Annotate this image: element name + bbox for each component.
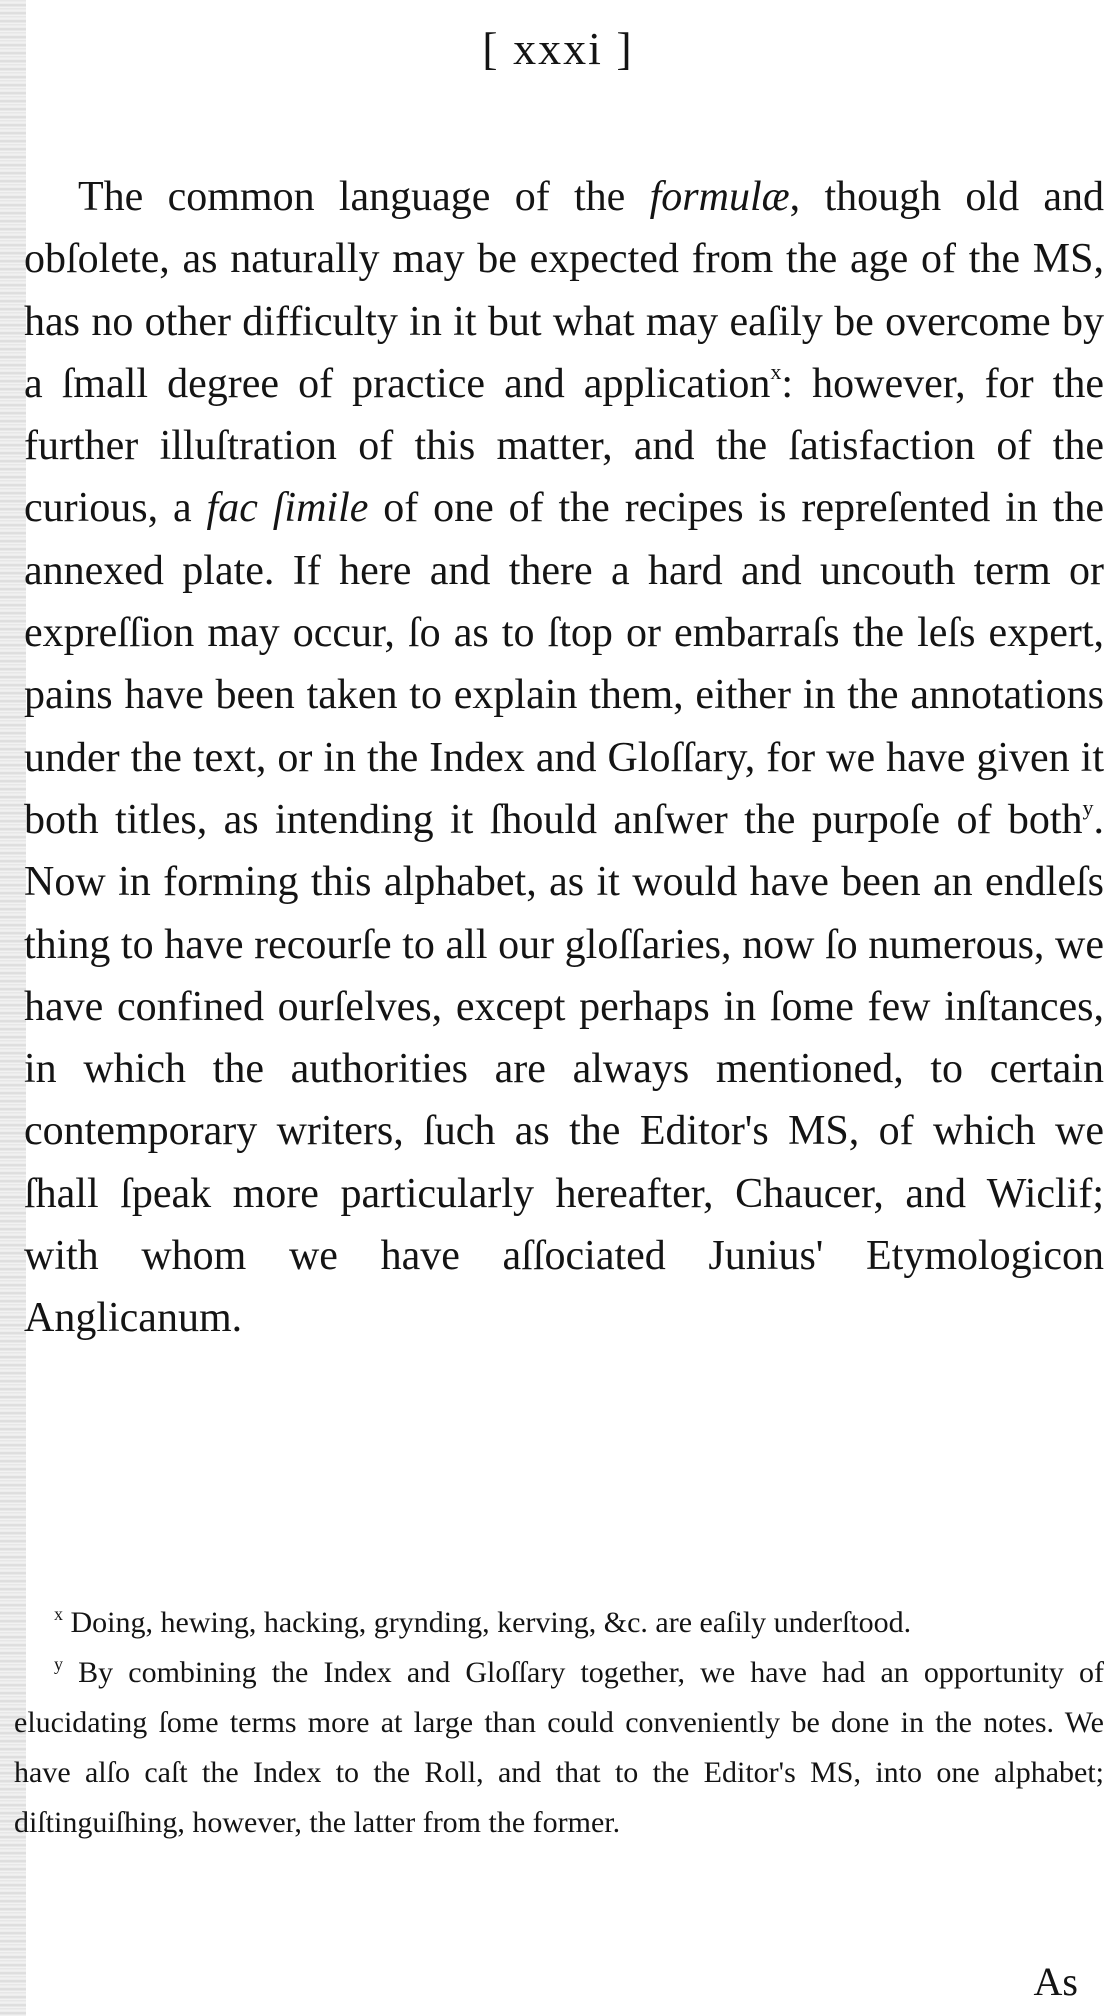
body-italic-term: fac ſimile [206, 485, 369, 532]
footnote [14, 1598, 1104, 1648]
footnote-text: By combining the Index and Gloſſary together, we have had an opportunity of elucidating ſome terms more at large than could conveniently be done in the notes. We have alſo caſt the Index to the Roll, and that to the Editor's MS, into one alphabet; diſtinguiſhing, however, the latter from the former. [14, 1656, 1104, 1839]
page-header [0, 22, 1116, 75]
footnote-ref-x[interactable]: x [770, 358, 782, 384]
catchword: As [1033, 1959, 1078, 2004]
body-italic-term: formulæ [649, 174, 790, 220]
body-text-run: of one of the recipes is repreſented in the annexed plate. If here and there a hard and uncouth term or expreſſion may occur, ſo as to ſtop or embarraſs the leſs expert, pains have been taken to explain them, either in the annotations under the text, or in the Index and Gloſſary, for we have given it both titles, as intending it ſhould anſwer the purpoſe of both [24, 485, 1104, 843]
footnote-mark: y [54, 1654, 63, 1674]
body-text-run: : however, for the further illuſtration of this matter, and the ſatisfaction of the curious, a [24, 360, 1104, 532]
body-text-run: . Now in forming this alphabet, as it would have been an endleſs thing to have recourſe to all our gloſſaries, now ſo numerous, we have confined ourſelves, except perhaps in ſome few inſtances, in which the authorities are always mentioned, to certain contemporary writers, ſuch as the Editor's MS, of which we ſhall ſpeak more particularly hereafter, Chaucer, and Wiclif; with whom we have aſſociated Junius' Etymologicon Anglicanum. [24, 796, 1104, 1342]
footnotes [14, 1598, 1104, 1848]
footnote-ref-y[interactable]: y [1082, 794, 1094, 820]
page-number-label: [ xxxi ] [482, 23, 634, 74]
body-text-run: The common language of the [78, 174, 650, 220]
main-paragraph [24, 166, 1104, 1350]
footnote [14, 1648, 1104, 1848]
body-text-run: , though old and obſolete, as naturally may be expected from the age of the MS, has no other difficulty in it but what may eaſily be overcome by a ſmall degree of practice and application [24, 174, 1105, 407]
footnote-mark: x [54, 1604, 63, 1624]
footnote-text: Doing, hewing, hacking, grynding, kerving, &c. are eaſily underſtood. [70, 1606, 912, 1639]
